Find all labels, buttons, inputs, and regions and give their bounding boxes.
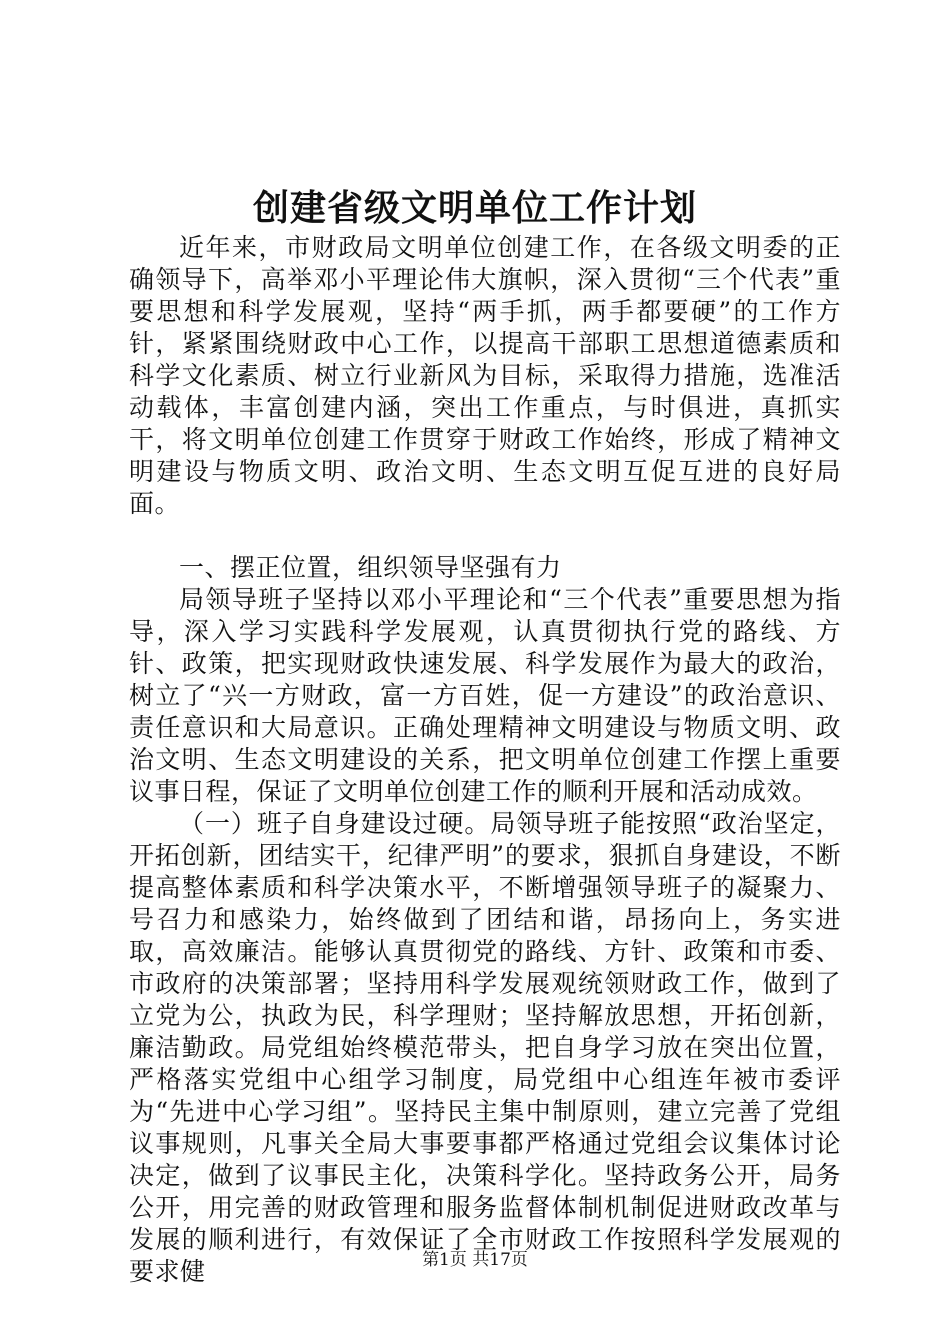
document-body	[129, 232, 841, 1288]
section-heading: 一、摆正位置，组织领导坚强有力	[179, 553, 562, 582]
page-footer: 第1页 共17页	[422, 1250, 528, 1270]
paragraph-section-one: 局领导班子坚持以邓小平理论和“三个代表”重要思想为指导，深入学习实践科学发展观，认真贯彻执行党的路线、方针、政策，把实现财政快速发展、科学发展作为最大的政治，树立了“兴一方财政，富一方百姓，促一方建设”的政治意识、责任意识和大局意识。正确处理精神文明建设与物质文明、政治文明、生态文明建设的关系，把文明单位创建工作摆上重要议事日程，保证了文明单位创建工作的顺利开展和活动成效。	[129, 585, 841, 806]
paragraph-intro: 近年来，市财政局文明单位创建工作，在各级文明委的正确领导下，高举邓小平理论伟大旗帜，深入贯彻“三个代表”重要思想和科学发展观，坚持“两手抓，两手都要硬”的工作方针，紧紧围绕财政中心工作，以提高干部职工思想道德素质和科学文化素质、树立行业新风为目标，采取得力措施，选准活动载体，丰富创建内涵，突出工作重点，与时俱进，真抓实干，将文明单位创建工作贯穿于财政工作始终，形成了精神文明建设与物质文明、政治文明、生态文明互促互进的良好局面。	[129, 233, 841, 518]
document-title: 创建省级文明单位工作计划	[252, 187, 697, 229]
paragraph-subsection-one: （一）班子自身建设过硬。局领导班子能按照“政治坚定，开拓创新，团结实干，纪律严明”的要求，狠抓自身建设，不断提高整体素质和科学决策水平，不断增强领导班子的凝聚力、号召力和感染力，始终做到了团结和谐，昂扬向上，务实进取，高效廉洁。能够认真贯彻党的路线、方针、政策和市委、市政府的决策部署；坚持用科学发展观统领财政工作，做到了立党为公，执政为民，科学理财；坚持解放思想，开拓创新，廉洁勤政。局党组始终模范带头，把自身学习放在突出位置，严格落实党组中心组学习制度，局党组中心组连年被市委评为“先进中心学习组”。坚持民主集中制原则，建立完善了党组议事规则，凡事关全局大事要事都严格通过党组会议集体讨论决定，做到了议事民主化，决策科学化。坚持政务公开，局务公开，用完善的财政管理和服务监督体制机制促进财政改革与发展的顺利进行，有效保证了全市财政工作按照科学发展观的要求健	[129, 809, 841, 1286]
